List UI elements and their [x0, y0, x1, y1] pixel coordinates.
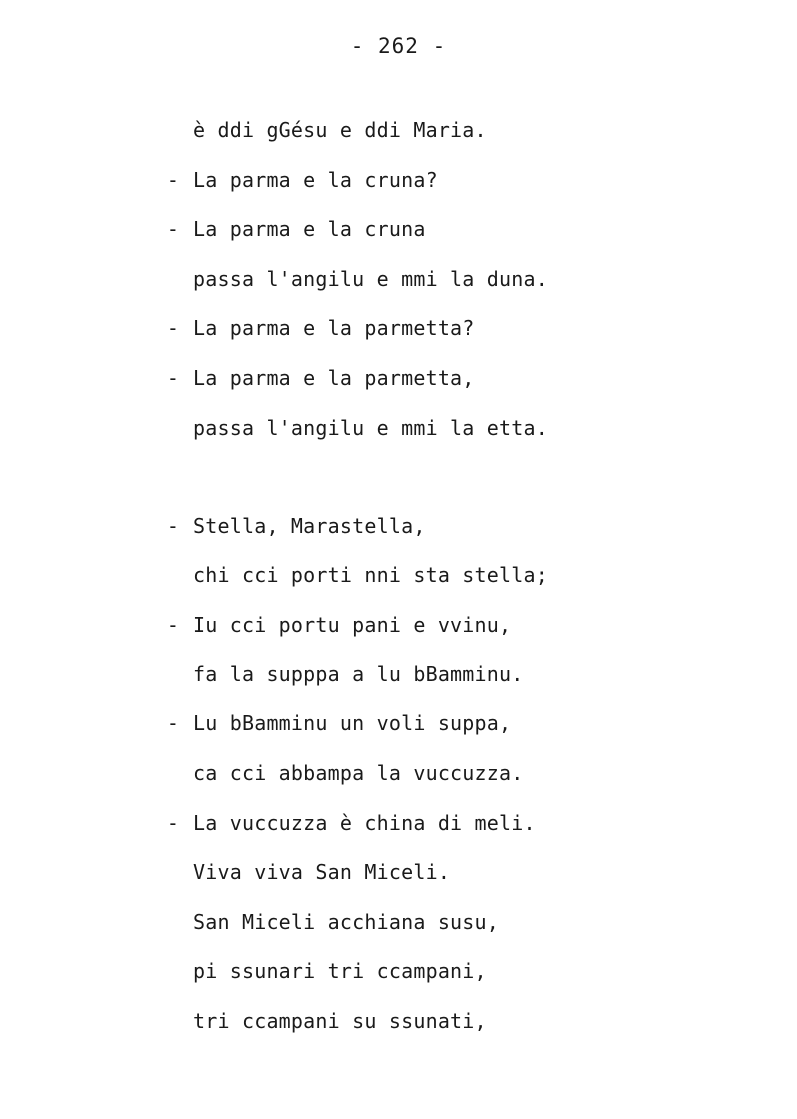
line-text: La parma e la cruna?: [193, 168, 438, 192]
line-text: Viva viva San Miceli.: [193, 860, 451, 884]
line-dash: -: [166, 711, 180, 735]
line-text: ca cci abbampa la vuccuzza.: [193, 761, 524, 785]
line-dash: -: [166, 217, 180, 241]
line-text: passa l'angilu e mmi la etta.: [193, 416, 548, 440]
line-dash: -: [166, 613, 180, 637]
line-text: chi cci porti nni sta stella;: [193, 563, 548, 587]
line-dash: -: [166, 811, 180, 835]
line-text: La parma e la parmetta,: [193, 366, 475, 390]
line-text: La vuccuzza è china di meli.: [193, 811, 536, 835]
line-dash: -: [166, 514, 180, 538]
line-dash: -: [166, 366, 180, 390]
line-dash: -: [166, 316, 180, 340]
line-text: tri ccampani su ssunati,: [193, 1009, 487, 1033]
line-dash: -: [166, 168, 180, 192]
line-text: Stella, Marastella,: [193, 514, 426, 538]
line-text: passa l'angilu e mmi la duna.: [193, 267, 548, 291]
line-text: pi ssunari tri ccampani,: [193, 959, 487, 983]
line-text: Iu cci portu pani e vvinu,: [193, 613, 512, 637]
line-text: La parma e la parmetta?: [193, 316, 475, 340]
line-text: fa la supppa a lu bBamminu.: [193, 662, 524, 686]
line-text: Lu bBamminu un voli suppa,: [193, 711, 512, 735]
line-text: è ddi gGésu e ddi Maria.: [193, 118, 487, 142]
page-number: - 262 -: [350, 34, 447, 58]
line-text: La parma e la cruna: [193, 217, 426, 241]
line-text: San Miceli acchiana susu,: [193, 910, 500, 934]
